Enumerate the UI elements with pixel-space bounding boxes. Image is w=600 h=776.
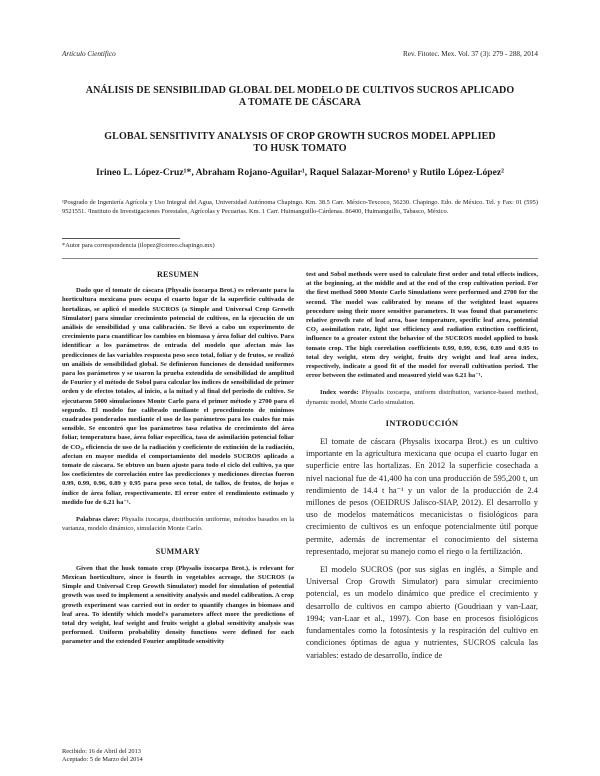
title-es-line1: ANÁLISIS DE SENSIBILIDAD GLOBAL DEL MODELO DE CULTIVOS SUCROS APLICADO — [85, 85, 515, 96]
keywords-es — [62, 515, 294, 533]
title-en-line2: TO HUSK TOMATO — [253, 143, 347, 154]
affiliations: ¹Posgrado de Ingeniería Agrícola y Uso Integral del Agua, Universidad Autónoma Chapingo. Km. 38.5 Carr. México-Texcoco, 56230. Chapingo. Edo. de México. Tel. y Fax: 01 (595) 9521551. ²Instituto de Investigaciones Forestales, Agrícolas y Pecuarias. Km. 1 Carr. Huimanguillo-Cárdenas. 86400, Huimanguillo, Tabasco, México. — [62, 199, 538, 216]
accepted-date: Aceptado: 5 de Marzo del 2014 — [62, 756, 143, 763]
left-column — [62, 270, 294, 647]
article-type: Artículo Científico — [62, 50, 116, 58]
summary-body-right — [306, 270, 538, 380]
keywords-en-label: Index words: — [320, 389, 359, 397]
introduccion-p2: El modelo SUCROS (por sus siglas en inglés, a Simple and Universal Crop Growth Simulator) para simular crecimiento potencial, es un modelo dinámico que predice el crecimiento y desarrollo de cultivos en campo abierto (Goudriaan y van-Laar, 1994; van-Laar et al., 1997). Con base en procesos fisiológicos fundamentales como la fotosíntesis y la respiración del cultivo en condiciones óptimas de agua y nutrientes, SUCROS calcula las variables: estado de desarrollo, índice de — [306, 565, 538, 660]
summary-body-left — [62, 564, 294, 647]
header-divider — [62, 258, 538, 259]
title-english — [62, 131, 538, 155]
footer-dates — [62, 748, 143, 764]
corresponding-rule — [62, 238, 180, 239]
running-header — [62, 50, 538, 62]
introduccion-p1: El tomate de cáscara (Physalis ixocarpa Brot.) es un cultivo importante en la agricultura mexicana que ocupa el cuarto lugar en superficie entre las hortalizas. En 2012 la superficie cosechada a nivel nacional fue de 41,400 ha con una producción de 595,200 t, un rendimiento de 14.4 t ha⁻¹ y un valor de la producción de 2.4 millones de pesos (OEIDRUS Jalisco-SIAP, 2012). El desarrollo y uso de modelos matemáticos mecanicistas o fisiológicos para crecimiento de cultivos es un enfoque potencialmente útil porque permite, además de incrementar el conocimiento del sistema representado, mejorar su manejo como el riego o la fertilización. — [306, 437, 538, 556]
resumen-text: Dado que el tomate de cáscara (Physalis ixocarpa Brot.) es relevante para la horticultura mexicana pues ocupa el cuarto lugar de la superficie cultivada de hortalizas, se aplicó el modelo SUCROS (a Simple and Universal Crop Growth Simulator) para simular crecimiento potencial de cultivos, en la ejecución de un análisis de sensibilidad y una calibración. Se llevó a cabo un experimento de crecimiento para cuantificar los cambios en biomasa y área foliar del cultivo. Para identificar a los parámetros de entrada del modelo que afectan más las predicciones de las variables respuesta peso seco total, foliar y de frutos, se realizó un análisis de sensibilidad global. Se definieron funciones de densidad uniformes para los parámetros y se usaron la prueba extendida de sensibilidad de amplitud de Fourier y el método de Sobol para calcular los índices de sensibilidad de primer orden y de efectos totales, al inicio, a la mitad y al final del periodo de cultivo. Se ejecutaron 5000 simulaciones Monte Carlo para el primer método y 2700 para el segundo. El modelo fue calibrado mediante el procedimiento de mínimos cuadrados ponderados mediante el uso de los parámetros para los cuales fue más sensible. Se encontró que los parámetros tasa relativa de crecimiento del área foliar, temperatura base, área foliar específica, tasa de asimilación potencial foliar de CO₂, eficiencia de uso de la radiación y coeficiente de extinción de la radiación, afectan en mayor medida el comportamiento del modelo SUCROS aplicado a tomate de cáscara. Se obtuvo un buen ajuste para todo el ciclo del cultivo, ya que los coeficientes de correlación entre las predicciones y mediciones directas fueron 0.99, 0.99, 0.96, 0.89 y 0.95 para peso seco total, de tallos, de frutos, de hojas e índice de área foliar, respectivamente. El error entre el rendimiento estimado y medido fue de 6.21 ha⁻¹. — [62, 287, 294, 506]
resumen-heading: RESUMEN — [156, 270, 200, 279]
keywords-en — [306, 388, 538, 406]
title-es-line2: A TOMATE DE CÁSCARA — [238, 97, 362, 108]
keywords-en-text: Physalis ixocarpa, uniform distribution, variance-based method, dynamic model, Monte Carlo simulation. — [306, 389, 538, 406]
keywords-es-label: Palabras clave: — [76, 516, 120, 524]
resumen-body — [62, 286, 294, 507]
received-date: Recibido: 16 de Abril del 2013 — [62, 748, 141, 755]
title-spanish — [62, 85, 538, 109]
keywords-es-text: Physalis ixocarpa, distribución uniforme, métodos basados en la varianza, modelo dinámico, simulación Monte Carlo. — [62, 516, 294, 533]
summary-text-left: Given that the husk tomato crop (Physalis ixocarpa Brot.), is relevant for Mexican horticulture, since is fourth in vegetables acreage, the SUCROS (a Simple and Universal Crop Growth Simulator) model for simulation of potential growth was used to implement a sensitivity analysis and model calibration. A crop growth experiment was carried out in order to quantify changes in biomass and leaf area. To identify which model's parameters affect more the predictions of total dry weight, leaf weight and fruits weight a global sensitivity analysis was performed. Uniform probability density functions were defined for each parameter and the extended Fourier amplitude sensitivity — [62, 564, 294, 646]
journal-citation: Rev. Fitotec. Mex. Vol. 37 (3): 279 - 288, 2014 — [402, 50, 538, 58]
title-en-line1: GLOBAL SENSITIVITY ANALYSIS OF CROP GROWTH SUCROS MODEL APPLIED — [104, 131, 496, 142]
right-column — [306, 270, 538, 662]
introduccion-body — [306, 436, 538, 662]
summary-heading: SUMMARY — [155, 547, 201, 557]
corresponding-author: *Autor para correspondencia (ilopez@correo.chapingo.mx) — [62, 242, 215, 249]
authors: Irineo L. López-Cruz¹*, Abraham Rojano-Aguilar¹, Raquel Salazar-Moreno¹ y Rutilo López-López² — [95, 167, 505, 178]
introduccion-heading: INTRODUCCIÓN — [385, 417, 459, 428]
summary-text-right: test and Sobol methods were used to calculate first order and total effects indices, at the beginning, at the middle and at the end of the crop cultivation period. For the first method 5000 Monte Carlo Simulations were performed and 2700 for the second. The model was calibrated by means of the weighted least squares procedure using their more sensitive parameters. It was found that parameters: relative growth rate of leaf area, base temperature, specific leaf area, potential CO₂ assimilation rate, light use efficiency and radiation extinction coefficient, influence to a greater extent the behavior of the SUCROS model applied to husk tomato crop. The high correlation coefficients 0.99, 0.99, 0.96, 0.89 and 0.95 to total dry weight, stem dry weight, fruits dry weight and leaf area index, respectively, indicate a good fit of the model for overall cultivation period. The error between the estimated and measured yield was 6.21 ha⁻¹. — [306, 271, 538, 380]
